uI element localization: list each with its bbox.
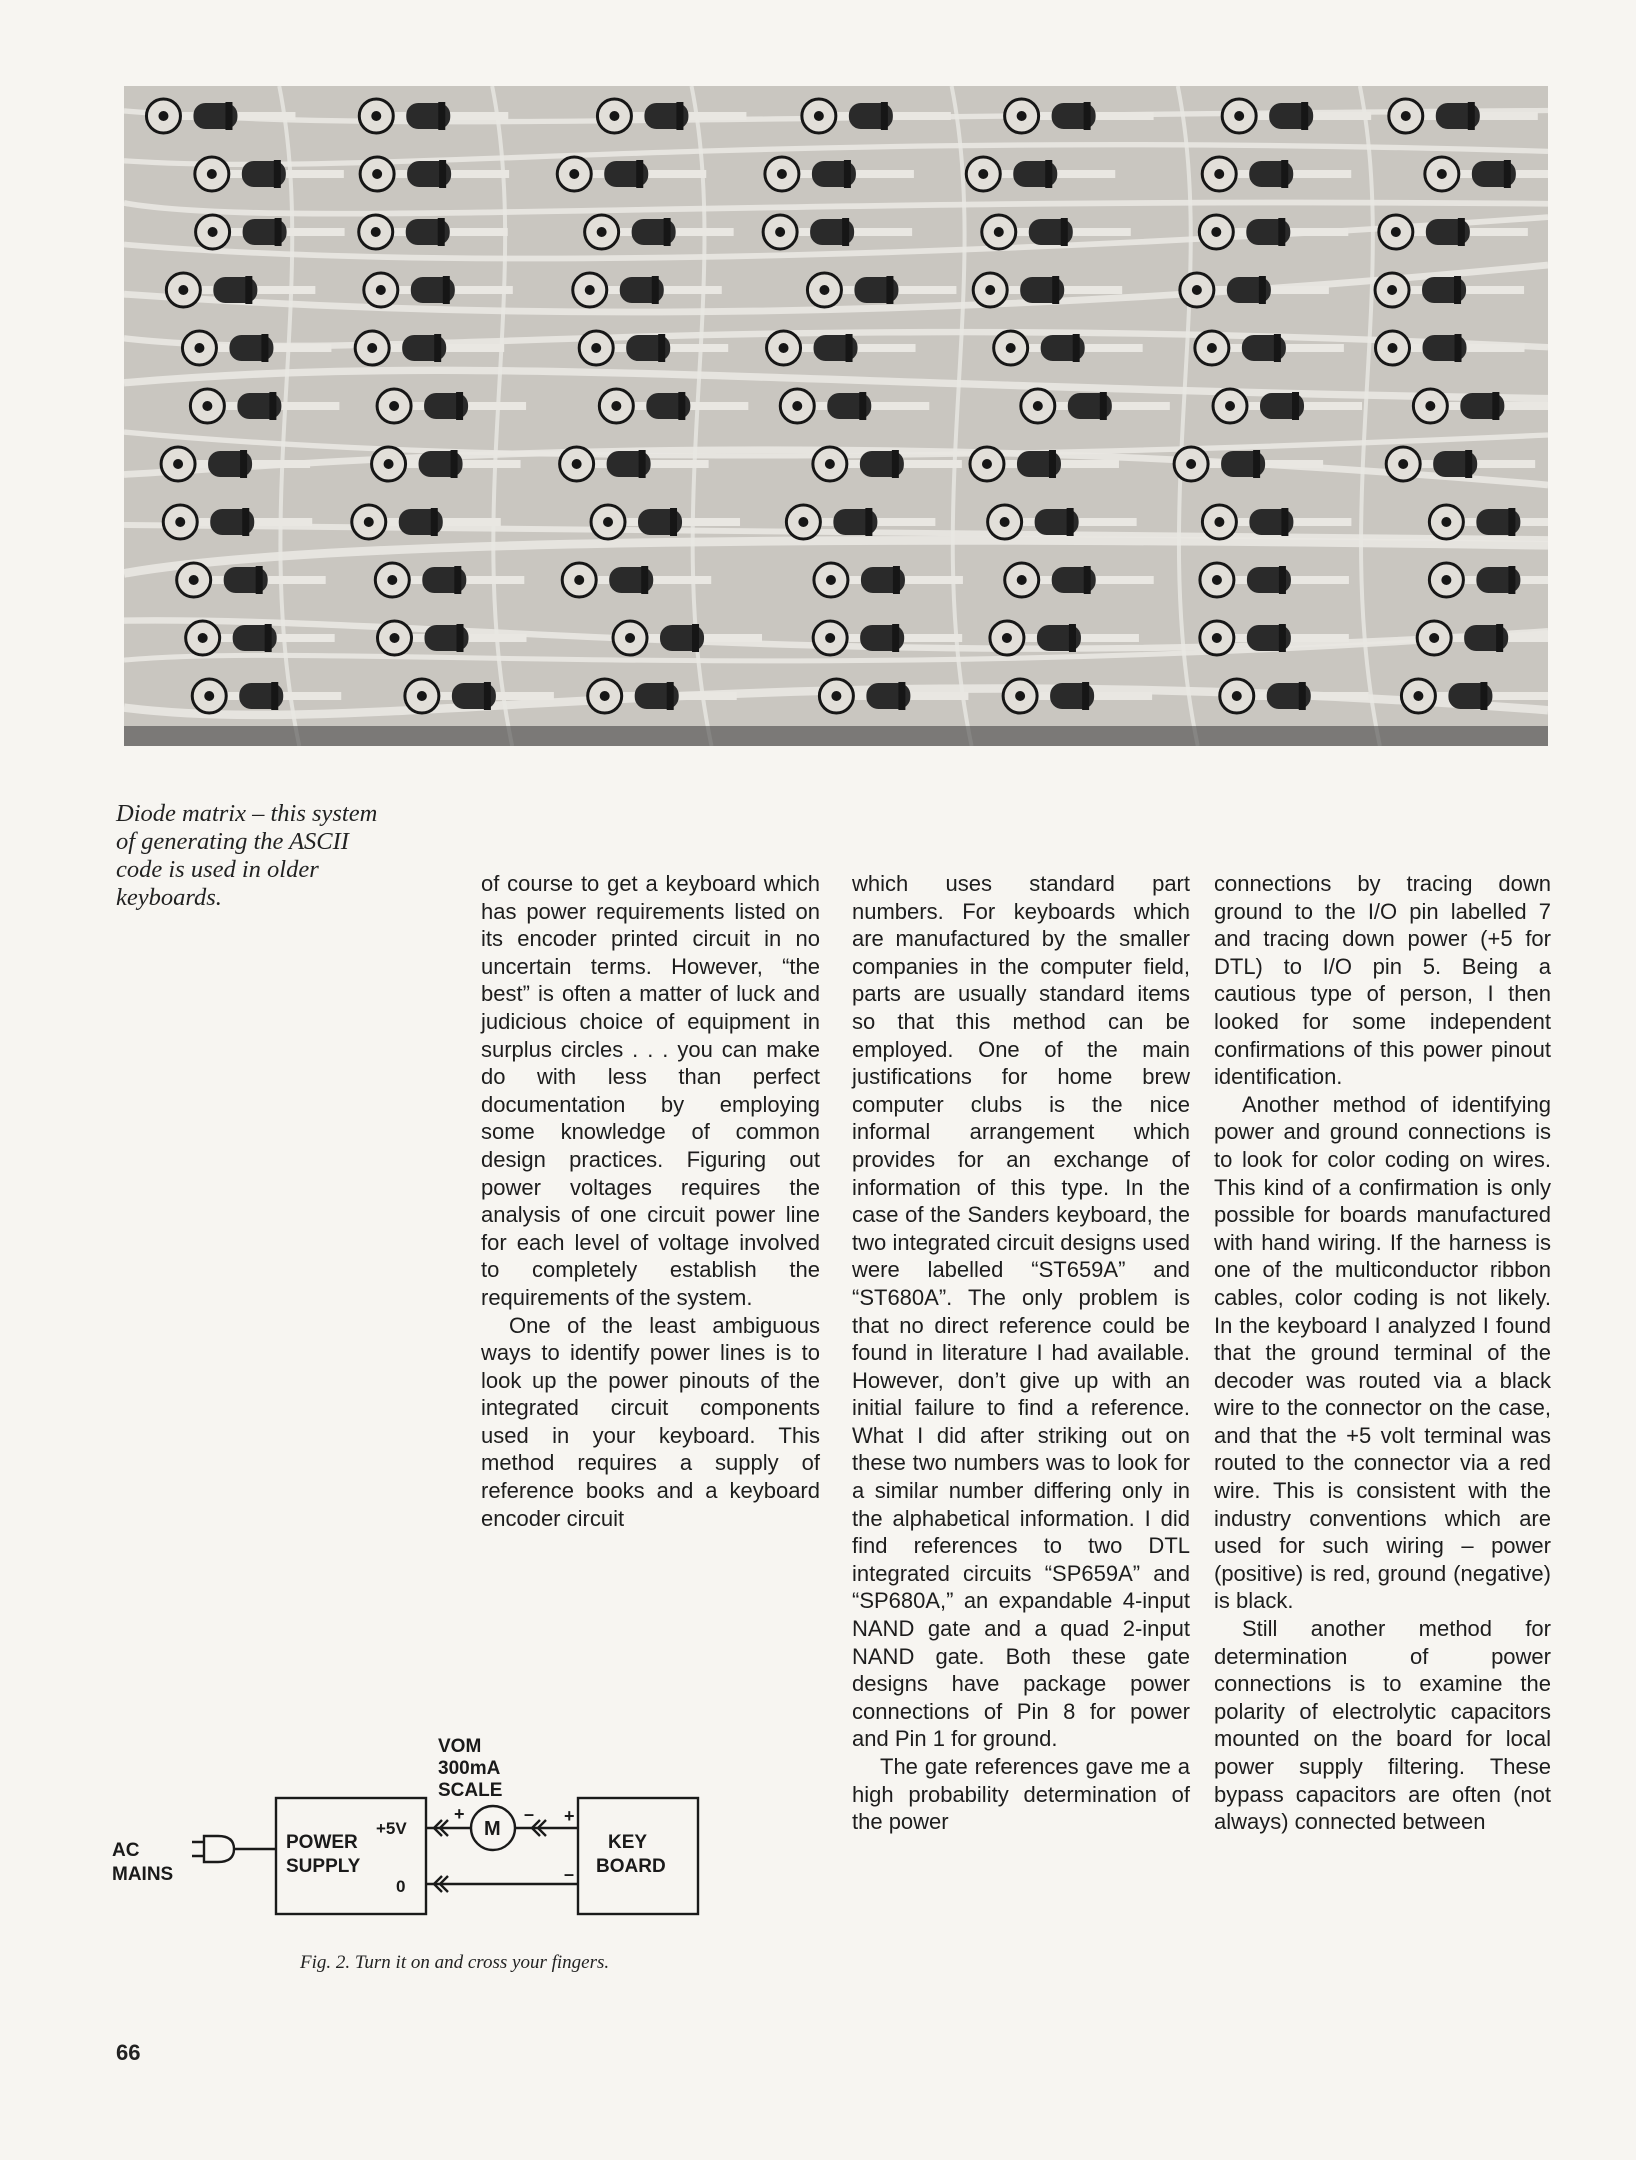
vom-range-label: 300mA [438,1758,501,1779]
solder-hole [625,633,635,643]
solder-hole [1192,285,1202,295]
test-circuit-diagram [108,1540,708,1930]
solder-hole [1207,343,1217,353]
solder-hole [825,633,835,643]
diode-band [1508,508,1515,536]
solder-hole [364,517,374,527]
diode-band [1281,508,1288,536]
zero-label: 0 [396,1877,406,1896]
solder-hole [158,111,168,121]
diode-band [271,682,278,710]
page-number: 66 [116,2040,141,2065]
solder-hole [202,401,212,411]
diode-band [242,508,249,536]
diode-band [454,566,461,594]
diode-band [451,450,458,478]
diode-band [1508,566,1515,594]
wire-paths [426,1820,578,1892]
vom-label: VOM [438,1736,482,1757]
diode-band [1465,450,1472,478]
diode-band [1100,392,1107,420]
diode-band [439,160,446,188]
diode-band [893,566,900,594]
solder-hole [1214,169,1224,179]
text-column-1 [481,870,820,1532]
solder-hole [173,459,183,469]
diode-band [676,102,683,130]
solder-hole [194,343,204,353]
solder-hole [1225,401,1235,411]
solder-hole [189,575,199,585]
diode-band [842,218,849,246]
solder-hole [1425,401,1435,411]
solder-hole [1398,459,1408,469]
diode-band [641,566,648,594]
solder-hole [1212,575,1222,585]
solder-hole [609,111,619,121]
diode-matrix-photo [124,86,1548,746]
text-column-3 [1214,870,1551,1836]
solder-hole [775,227,785,237]
diode-band [1279,566,1286,594]
solder-hole [1006,343,1016,353]
solder-hole [204,691,214,701]
diode-band [1279,624,1286,652]
solder-hole [1437,169,1447,179]
diode-band [636,160,643,188]
solder-hole [982,459,992,469]
vom-scale-label: SCALE [438,1780,503,1801]
solder-hole [417,691,427,701]
solder-hole [826,575,836,585]
diode-band [1069,624,1076,652]
solder-hole [1212,633,1222,643]
diode-band [892,450,899,478]
diode-band [225,102,232,130]
power-label: POWER [286,1832,358,1853]
diode-band [438,102,445,130]
solder-hole [376,285,386,295]
diode-band [1067,508,1074,536]
solder-hole [569,169,579,179]
diode-band [265,624,272,652]
diode-band [667,682,674,710]
diode-band [443,276,450,304]
diode-band [898,682,905,710]
diode-band [881,102,888,130]
figure-caption: Fig. 2. Turn it on and cross your fingers. [300,1952,610,1973]
meter-plus-label: + [454,1804,465,1824]
diode-band [1052,276,1059,304]
diode-band [1299,682,1306,710]
diode-band [692,624,699,652]
diode-band [1045,160,1052,188]
diode-band [1496,624,1503,652]
solder-hole [175,517,185,527]
column-2-paragraph-2: The gate references gave me a high probability determination of the power [852,1754,1190,1835]
solder-hole [1211,227,1221,237]
diode-band [846,334,853,362]
diode-band [275,218,282,246]
diode-band [1049,450,1056,478]
solder-hole [1000,517,1010,527]
meter-minus-label: – [524,1804,535,1824]
solder-hole [1441,517,1451,527]
diode-band [1458,218,1465,246]
diode-band [1278,218,1285,246]
diode-band [457,624,464,652]
diode-band [1082,682,1089,710]
keyboard-plus-label: + [564,1806,575,1826]
diode-band [484,682,491,710]
solder-hole [1387,285,1397,295]
solder-hole [389,401,399,411]
solder-hole [585,285,595,295]
solder-hole [798,517,808,527]
plus5v-label: +5V [376,1819,407,1838]
solder-hole [792,401,802,411]
diode-band [1480,682,1487,710]
diode-band [1455,334,1462,362]
solder-hole [574,575,584,585]
diode-band [1253,450,1260,478]
solder-hole [387,575,397,585]
diode-band [1292,392,1299,420]
solder-hole [198,633,208,643]
ac-plug-icon [192,1836,276,1862]
diode-band [1504,160,1511,188]
diode-band [261,334,268,362]
column-3-paragraph-3: Still another method for determination of power connections is to examine the polarity of electrolytic capacitors mounted on the board for local power supply filtering. These bypass capacitors are often (not always) connected between [1214,1616,1551,1835]
column-1-paragraph-1: of course to get a keyboard which has power requirements listed on its encoder printed circuit in no uncertain terms. However, “the best” is often a matter of luck and judicious choice of equipment in surplus circles . . . you can make do with less than perfect documentation by employing some knowledge of common design practices. Figuring out power voltages requires the analysis of one circuit power line for each level of voltage involved to completely establish the requirements of the system. [481,871,820,1310]
diode-band [886,276,893,304]
diode-band [859,392,866,420]
solder-hole [978,169,988,179]
solder-hole [371,227,381,237]
mains-label: MAINS [112,1864,174,1885]
solder-hole [1002,633,1012,643]
diode-band [245,276,252,304]
solder-hole [591,343,601,353]
solder-hole [814,111,824,121]
text-column-2 [852,870,1190,1836]
diode-band [1084,566,1091,594]
solder-hole [1234,111,1244,121]
diode-band [658,334,665,362]
solder-hole [1429,633,1439,643]
diode-band [844,160,851,188]
solder-hole [1413,691,1423,701]
diode-band [431,508,438,536]
diode-band [456,392,463,420]
diode-band [865,508,872,536]
diode-band [1073,334,1080,362]
solder-hole [372,169,382,179]
solder-hole [777,169,787,179]
diode-band [1084,102,1091,130]
diode-band [892,624,899,652]
column-2-paragraph-1: which uses standard part numbers. For keyboards which are manufactured by the smaller companies in the computer field, parts are usually standard items so that this method can be employed. One of the main justifications for home brew computer clubs is the nice informal arrangement which provides for an exchange of information of this type. In the case of the Sanders keyboard, the two integrated circuit designs used were labelled “ST659A” and “ST680A”. The only problem is that no direct reference could be found in literature I had available. However, don’t give up with an initial failure to find a reference. What I did after striking out on these two numbers was to look for a similar number differing only in the alphabetical information. I did find references to two DTL integrated circuits “SP659A” and “SP680A,” an expandable 4-input NAND gate and a quad 2-input NAND gate. Both these gate designs have package power connections of Pin 8 for power and Pin 1 for ground. [852,871,1190,1752]
diode-band [256,566,263,594]
solder-hole [603,517,613,527]
diode-band [1274,334,1281,362]
solder-hole [611,401,621,411]
solder-hole [1401,111,1411,121]
ac-label: AC [112,1840,140,1861]
solder-hole [825,459,835,469]
solder-hole [1232,691,1242,701]
solder-hole [208,227,218,237]
solder-hole [600,691,610,701]
solder-hole [597,227,607,237]
solder-hole [819,285,829,295]
solder-hole [384,459,394,469]
solder-hole [994,227,1004,237]
diode-band [274,160,281,188]
solder-hole [1186,459,1196,469]
diode-band [652,276,659,304]
solder-hole [1214,517,1224,527]
solder-hole [1033,401,1043,411]
diode-band [1492,392,1499,420]
diode-band [1301,102,1308,130]
board-label: BOARD [596,1856,666,1877]
diode-band [664,218,671,246]
solder-hole [1017,111,1027,121]
board-edge-shadow [124,726,1548,746]
meter-label: M [484,1818,501,1840]
column-3-paragraph-2: Another method of identifying power and ground connections is to look for color coding on wires. This kind of a confirmation is only possible for boards manufactured with hand wiring. If the harness is one of the multiconductor ribbon cables, color coding is not likely. In the keyboard I analyzed I found that the ground terminal of the decoder was routed via a black wire to the connector on the case, and that the +5 volt terminal was routed to the connector via a red wire. This is consistent with the industry conventions which are used for such wiring – power (positive) is red, ground (negative) is black. [1214,1091,1551,1614]
keyboard-minus-label: – [564,1864,575,1884]
diode-band [670,508,677,536]
solder-hole [207,169,217,179]
solder-hole [178,285,188,295]
diode-band [1454,276,1461,304]
solder-hole [1388,343,1398,353]
photo-caption: Diode matrix – this system of generating the ASCII code is used in older keyboards. [116,800,378,911]
solder-hole [1017,575,1027,585]
supply-label: SUPPLY [286,1856,361,1877]
diode-band [269,392,276,420]
diode-band [678,392,685,420]
solder-hole [779,343,789,353]
diode-band [1061,218,1068,246]
diode-band [434,334,441,362]
key-label: KEY [608,1832,648,1853]
diode-band [1259,276,1266,304]
column-1-paragraph-2: One of the least ambiguous ways to identify power lines is to look up the power pinouts of the integrated circuit components used in your keyboard. This method requires a supply of reference books and a keyboard encoder circuit [481,1312,820,1531]
solder-hole [1391,227,1401,237]
column-3-paragraph-1: connections by tracing down ground to the I/O pin labelled 7 and tracing down power (+5 for DTL) to I/O pin 5. Being a cautious type of person, I then looked for some independent confirmations of this power pinout identification. [1214,871,1551,1090]
solder-hole [1015,691,1025,701]
diode-band [1281,160,1288,188]
diode-band [438,218,445,246]
diode-band [1468,102,1475,130]
solder-hole [367,343,377,353]
solder-hole [831,691,841,701]
solder-hole [1441,575,1451,585]
solder-hole [985,285,995,295]
diode-band [240,450,247,478]
solder-hole [572,459,582,469]
solder-hole [390,633,400,643]
diode-band [639,450,646,478]
solder-hole [371,111,381,121]
